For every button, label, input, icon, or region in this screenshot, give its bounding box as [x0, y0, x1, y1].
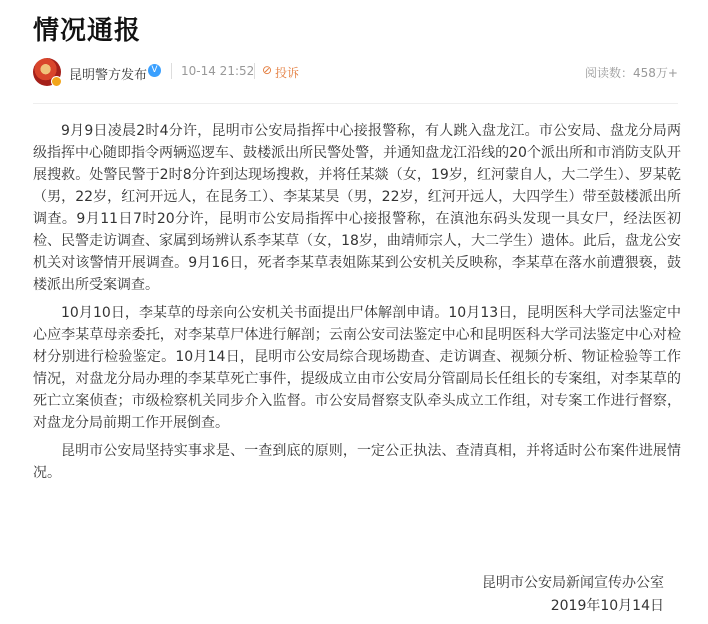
- signature-org: 昆明市公安局新闻宣传办公室: [482, 575, 664, 591]
- post-time: 10-14 21:52: [181, 64, 255, 78]
- report-icon[interactable]: ⊘: [262, 63, 273, 77]
- badge-dot-icon: [51, 76, 62, 87]
- verified-icon: V: [148, 64, 161, 77]
- post-meta: [33, 58, 678, 86]
- meta-divider: [171, 63, 172, 79]
- header-divider: [33, 103, 678, 104]
- report-link[interactable]: 投诉: [275, 66, 300, 80]
- read-count: 阅读数：458万+: [585, 66, 678, 80]
- author-name[interactable]: 昆明警方发布: [69, 68, 148, 83]
- article-body: [33, 120, 681, 490]
- meta-divider: [254, 63, 255, 79]
- signature: [482, 572, 664, 618]
- paragraph: 昆明市公安局坚持实事求是、一查到底的原则，一定公正执法、查清真相，并将适时公布案件进展情况。: [33, 443, 681, 481]
- paragraph: 10月10日，李某草的母亲向公安机关书面提出尸体解剖申请。10月13日，昆明医科大学司法鉴定中心应李某草母亲委托，对李某草尸体进行解剖；云南公安司法鉴定中心和昆明医科大学司法鉴定中心对检材分别进行检验鉴定。10月14日，昆明市公安局综合现场勘查、走访调查、视频分析、物证检验等工作情况，对盘龙分局办理的李某草死亡事件，提级成立由市公安局分管副局长任组长的专案组，对李某草的死亡立案侦查；市级检察机关同步介入监督。市公安局督察支队牵头成立工作组，对专案工作进行督察，对盘龙分局前期工作开展倒查。: [33, 305, 681, 431]
- paragraph: 9月9日凌晨2时4分许，昆明市公安局指挥中心接报警称，有人跳入盘龙江。市公安局、盘龙分局两级指挥中心随即指令两辆巡逻车、鼓楼派出所民警处警，并通知盘龙江沿线的20个派出所和市消防支队开展搜救。处警民警于2时8分许到达现场搜救，并将任某燚（女，19岁，红河蒙自人，大二学生）、罗某乾（男，22岁，红河开远人，在昆务工）、李某某昊（男，22岁，红河开远人，大四学生）带至鼓楼派出所调查。9月11日7时20分许，昆明市公安局指挥中心接报警称，在滇池东码头发现一具女尸，经法医初检、民警走访调查、家属到场辨认系李某草（女，18岁，曲靖师宗人，大二学生）遗体。此后，盘龙公安机关对该警情开展调查。9月16日，死者李某草表姐陈某到公安机关反映称，李某草在落水前遭猥亵，鼓楼派出所受案调查。: [33, 123, 681, 293]
- signature-date: 2019年10月14日: [550, 598, 664, 614]
- avatar[interactable]: [33, 58, 61, 86]
- page-title: 情况通报: [33, 16, 142, 46]
